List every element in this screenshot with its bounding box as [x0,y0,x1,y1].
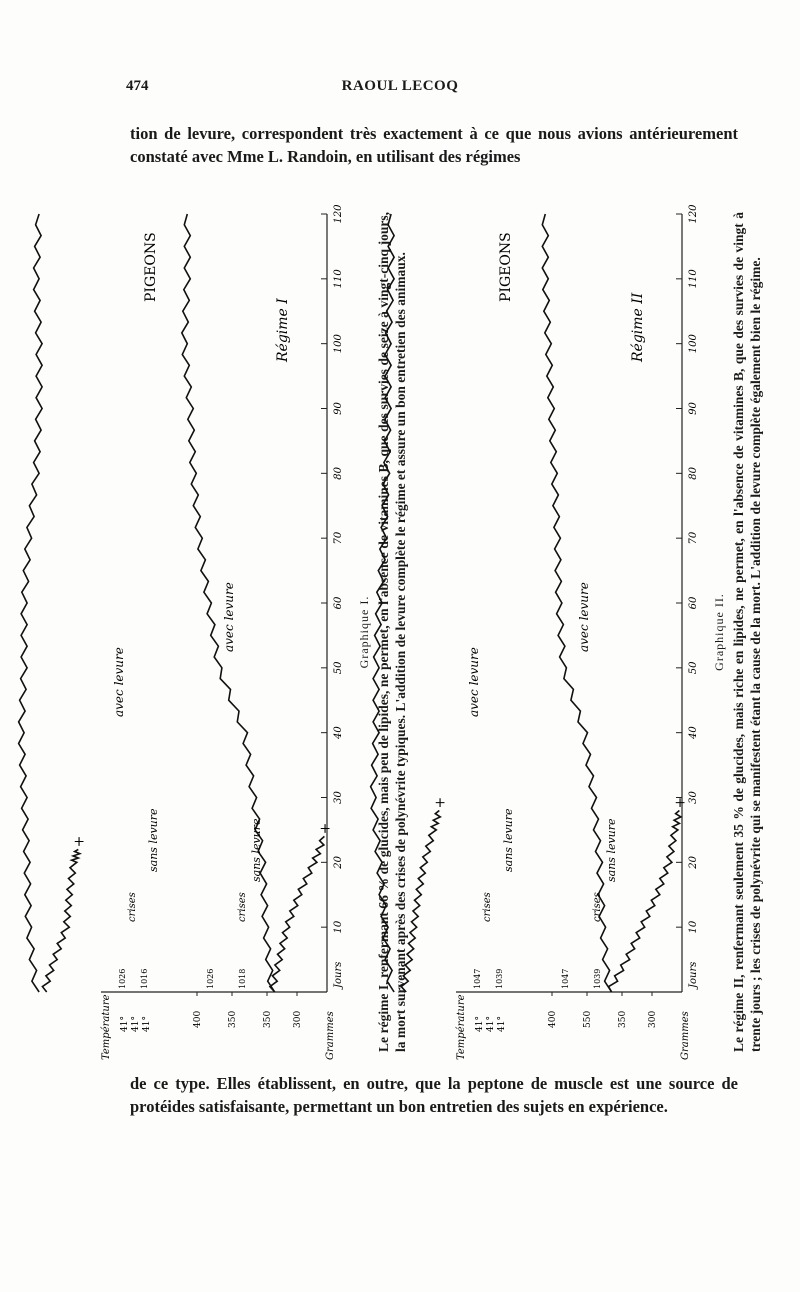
x-tick-label: 80 [333,466,344,480]
paragraph-top: tion de levure, correspondent très exactement à ce que nous avions antérieurement constaté avec Mme L. Randoin, en utilisant des régimes [130,124,738,166]
chart-1 [71,202,355,1062]
weight-tick-label: 550 [583,1010,593,1028]
figure-1-title: Graphique I. [357,595,371,669]
label-regime: Régime II [630,292,646,362]
start-value-label: 1026 [118,968,127,989]
x-tick-label: 10 [688,920,699,934]
label-sans-levure-top: sans levure [147,808,160,872]
series-line [270,836,325,992]
temp-tick-label: 41° [497,1016,507,1032]
x-tick-label: 10 [333,920,344,934]
x-tick-label: 60 [333,596,344,610]
label-crises-top: crises [127,892,138,922]
death-cross: + [672,796,689,809]
weight-axis-label: Grammes [325,1011,336,1060]
x-tick-label: 110 [333,269,344,289]
label-avec-levure-bottom: avec levure [577,582,591,652]
label-avec-levure-top: avec levure [112,647,126,717]
x-tick-label: 80 [688,466,699,480]
figure-2-title: Graphique II. [712,593,726,671]
label-sans-levure-bottom: sans levure [605,818,618,882]
weight-tick-label: 300 [648,1010,658,1028]
x-tick-label: 30 [333,791,344,804]
x-tick-label: 20 [333,855,344,869]
start-value-label: 1016 [140,968,149,989]
weight-tick-label: 350 [263,1010,273,1028]
temp-tick-label: 41° [475,1016,485,1032]
chart-2 [432,202,710,1062]
label-avec-levure-bottom: avec levure [222,582,236,652]
temp-tick-label: 41° [486,1016,496,1032]
death-cross: + [317,822,334,835]
x-tick-label: 20 [688,855,699,869]
x-tick-label: 60 [688,596,699,610]
death-cross: + [432,796,449,809]
x-tick-label: 120 [333,204,344,224]
label-regime: Régime I [275,298,291,362]
days-label: Jours [688,961,699,988]
label-crises-bottom: crises [592,892,603,922]
x-tick-label: 90 [688,402,699,415]
label-avec-levure-top: avec levure [467,647,481,717]
figure-2-caption: Le régime II, renfermant seulement 35 % de glucides, mais riche en lipides, ne permet, en l'absence de vitamines B, que des survies de vingt à trente jours ; les crises de polynévrite qui se manifestent étant la cause de la mort. L'addition de levure complète également bien le régime. [731,212,763,1052]
x-tick-label: 40 [333,726,344,740]
label-species: PIGEONS [498,232,514,302]
x-tick-label: 70 [688,531,699,545]
start-value-label: 1047 [561,968,570,989]
running-title: RAOUL LECOQ [341,78,459,94]
days-label: Jours [333,961,344,988]
x-tick-label: 90 [333,402,344,415]
weight-axis-label: Grammes [680,1011,691,1060]
label-crises-bottom: crises [237,892,248,922]
label-sans-levure-bottom: sans levure [250,818,263,882]
weight-tick-label: 400 [193,1010,203,1028]
x-tick-label: 100 [688,334,699,354]
weight-tick-label: 400 [548,1010,558,1028]
x-tick-label: 30 [688,791,699,804]
series-line [609,811,681,993]
start-value-label: 1018 [238,968,247,989]
x-tick-label: 120 [688,204,699,224]
label-species: PIGEONS [143,232,159,302]
x-tick-label: 100 [333,334,344,354]
temp-axis-label: Température [101,994,112,1060]
series-line [42,849,79,992]
figure-1 [71,202,440,1062]
x-tick-label: 40 [688,726,699,740]
start-value-label: 1039 [593,968,602,989]
figure-1-caption: Le régime I, renfermant 66 % de glucides, mais peu de lipides, ne permet, en l'absence de vitamines B, que des survies de seize à vingt-cinq jours, la mort survenant après des crises de polynévrite typiques. L'addition de levure complète le régime et assure un bon entretien des animaux. [376,212,408,1052]
label-sans-levure-top: sans levure [502,808,515,872]
start-value-label: 1039 [495,968,504,989]
temp-tick-label: 41° [142,1016,152,1032]
start-value-label: 1026 [206,968,215,989]
temp-axis-label: Température [456,994,467,1060]
paragraph-bottom: de ce type. Elles établissent, en outre, que la peptone de muscle est une source de protéides satisfaisante, permettant un bon entretien des sujets en expérience. [130,1074,738,1116]
temp-tick-label: 41° [120,1016,130,1032]
weight-tick-label: 300 [293,1010,303,1028]
label-crises-top: crises [482,892,493,922]
x-tick-label: 50 [333,661,344,675]
series-line [19,214,43,992]
weight-tick-label: 350 [228,1010,238,1028]
death-cross: + [71,835,88,848]
figure-2 [432,202,795,1062]
weight-tick-label: 350 [618,1010,628,1028]
x-tick-label: 110 [688,269,699,289]
page-number: 474 [126,78,149,94]
x-tick-label: 50 [688,661,699,675]
temp-tick-label: 41° [131,1016,141,1032]
x-tick-label: 70 [333,531,344,545]
start-value-label: 1047 [473,968,482,989]
